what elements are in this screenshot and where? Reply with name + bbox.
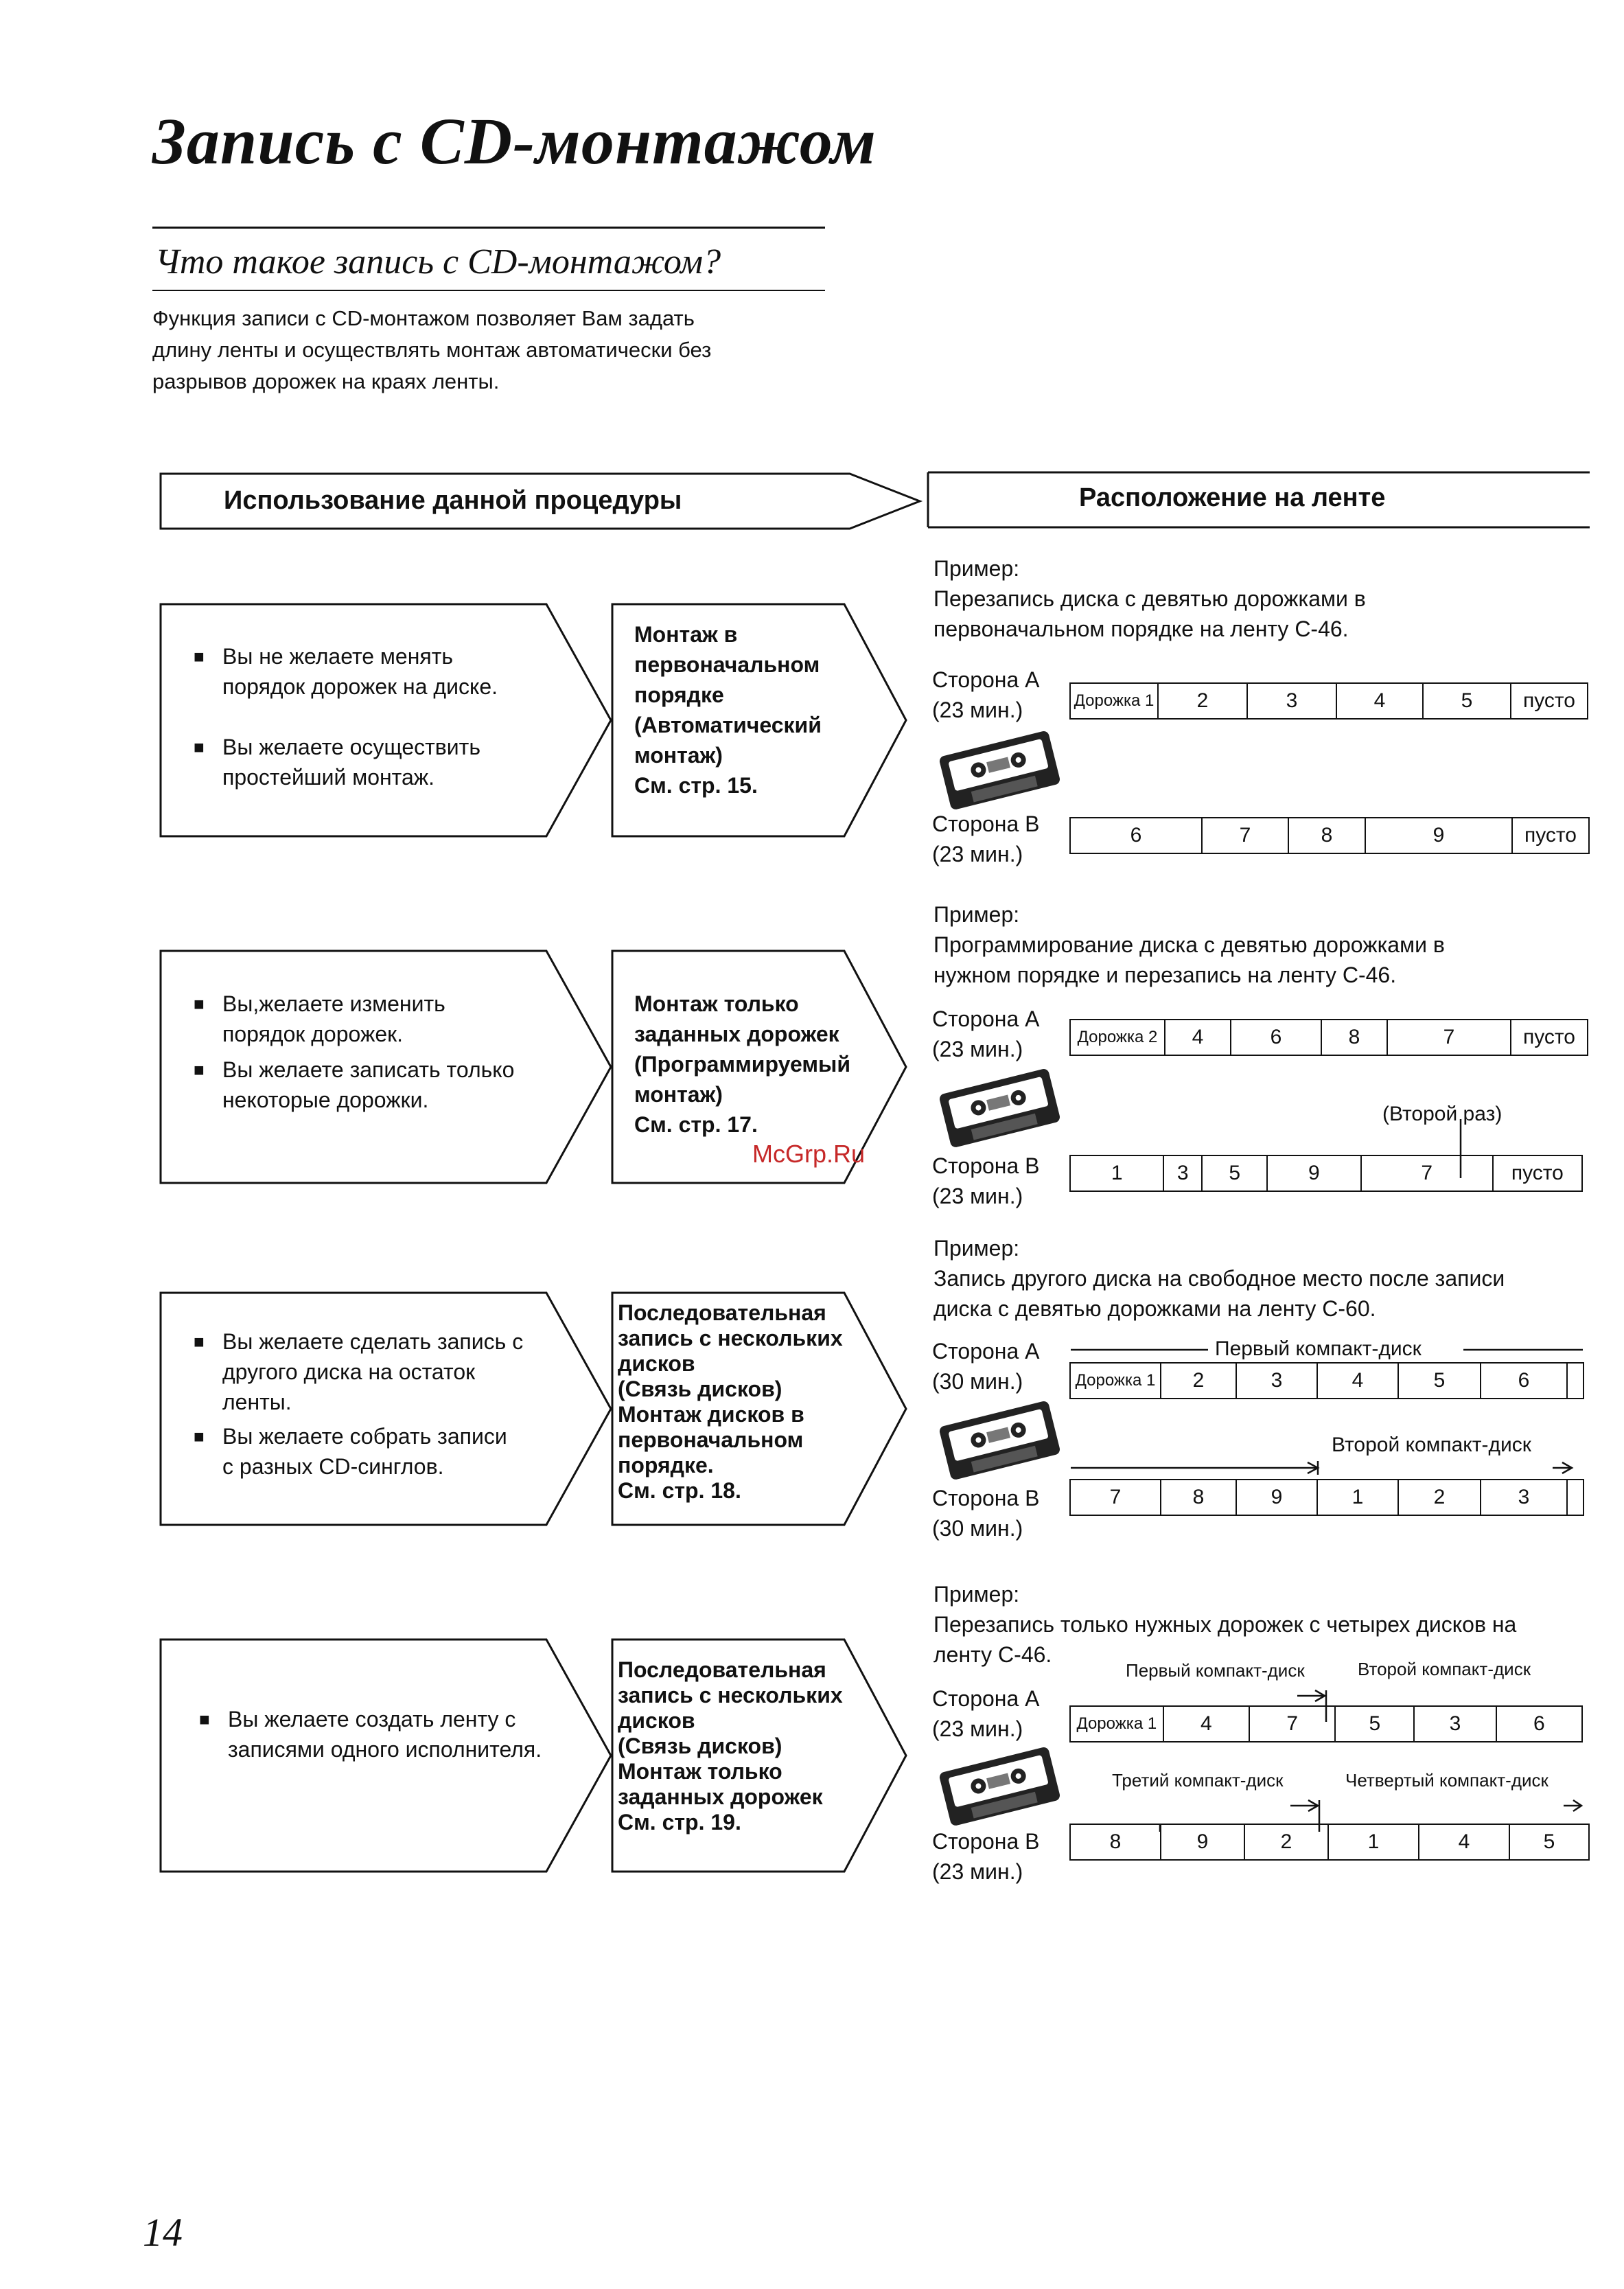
tape-cell (1567, 1480, 1584, 1515)
tape-cell: 5 (1335, 1706, 1414, 1742)
intro-line: Функция записи с CD-монтажом позволяет Вам задать (152, 306, 695, 330)
side-b-label: Сторона В (932, 1153, 1040, 1178)
tape-cell: 5 (1398, 1363, 1481, 1399)
tape-cell: Дорожка 1 (1070, 1706, 1163, 1742)
mode-line: порядке (634, 682, 724, 707)
mode-page-ref: См. стр. 15. (634, 773, 758, 798)
side-b-duration: (30 мин.) (932, 1516, 1023, 1541)
side-a-label: Сторона А (932, 667, 1040, 692)
tape-cell: пусто (1511, 683, 1588, 719)
tape-cell: 5 (1423, 683, 1511, 719)
mode-page-ref: См. стр. 17. (634, 1112, 758, 1137)
page-number: 14 (143, 2210, 183, 2255)
row4-side-b (932, 1826, 1040, 1887)
tape-cell: 2 (1398, 1480, 1481, 1515)
tape-cell: Дорожка 1 (1070, 683, 1158, 719)
mode-line: Монтаж дисков в (618, 1402, 804, 1427)
tape-cell: 3 (1236, 1363, 1317, 1399)
mode-line: Монтаж только (634, 991, 799, 1016)
row2-example (933, 899, 1445, 990)
condition-item: ■ Вы желаете записать только некоторые дорожки. (194, 1055, 514, 1115)
mode-line: (Связь дисков) (618, 1377, 782, 1401)
tape-cell: 6 (1481, 1363, 1567, 1399)
mode-line: монтаж) (634, 1082, 723, 1107)
mode-line: (Автоматический (634, 713, 822, 737)
cassette-tape-icon (931, 728, 1068, 814)
tape-cell: 4 (1165, 1020, 1231, 1055)
tape-cell: 7 (1387, 1020, 1511, 1055)
row4-tape-side-b (1069, 1824, 1590, 1861)
tape-cell: 9 (1161, 1824, 1244, 1860)
example-line: первоначальном порядке на ленту С-46. (933, 617, 1349, 641)
tape-cell: 1 (1328, 1824, 1419, 1860)
mode-line: заданных дорожек (618, 1784, 823, 1809)
row3-example (933, 1233, 1505, 1324)
side-b-duration: (23 мин.) (932, 1184, 1023, 1208)
side-b-label: Сторона В (932, 1829, 1040, 1854)
mode-line: Последовательная (618, 1300, 826, 1325)
tape-cell: 7 (1361, 1155, 1493, 1191)
cassette-tape-icon (931, 1744, 1068, 1830)
mode-line: первоначальном (618, 1427, 804, 1452)
tape-cell: 8 (1161, 1480, 1236, 1515)
tape-cell: 4 (1163, 1706, 1249, 1742)
side-b-label: Сторона В (932, 1486, 1040, 1510)
disc4-label: Четвертый компакт-диск (1345, 1770, 1548, 1791)
side-b-label: Сторона В (932, 812, 1040, 836)
disc1-label: Первый компакт-диск (1211, 1337, 1426, 1361)
row3-mode (618, 1300, 843, 1504)
mode-page-ref: См. стр. 19. (618, 1810, 741, 1834)
condition-item: ■ Вы желаете осуществить простейший монтаж. (194, 732, 498, 792)
row2-mode (634, 989, 850, 1140)
tape-cell: 9 (1236, 1480, 1317, 1515)
watermark: McGrp.Ru (752, 1140, 866, 1168)
intro-paragraph (152, 303, 711, 398)
row1-mode (634, 619, 822, 801)
tape-cell: пусто (1493, 1155, 1582, 1191)
tape-cell: 7 (1070, 1480, 1161, 1515)
tape-cell: 4 (1419, 1824, 1509, 1860)
tape-cell: Дорожка 1 (1070, 1363, 1161, 1399)
row2-tape-side-a (1069, 1019, 1588, 1056)
tape-cell: 1 (1070, 1155, 1163, 1191)
mode-line: запись с нескольких (618, 1683, 843, 1707)
cassette-tape-icon (931, 1066, 1068, 1151)
subtitle-bottom-rule (152, 290, 825, 291)
mode-line: (Связь дисков) (618, 1734, 782, 1758)
row1-tape-side-a (1069, 682, 1588, 720)
side-a-duration: (23 мин.) (932, 1037, 1023, 1061)
example-line: Перезапись диска с девятью дорожками в (933, 586, 1366, 611)
row1-side-a (932, 665, 1040, 725)
row3-side-a (932, 1336, 1040, 1396)
tape-cell: 7 (1202, 818, 1288, 853)
row1-tape-side-b (1069, 817, 1590, 854)
header-left-label: Использование данной процедуры (224, 486, 682, 515)
section-title: Что такое запись с CD-монтажом? (155, 242, 721, 281)
mode-line: первоначальном (634, 652, 820, 677)
side-a-duration: (23 мин.) (932, 698, 1023, 722)
mode-line: заданных дорожек (634, 1022, 839, 1046)
side-a-label: Сторона А (932, 1686, 1040, 1711)
intro-line: длину ленты и осуществлять монтаж автоматически без (152, 338, 712, 362)
mode-line: (Программируемый (634, 1052, 850, 1077)
tape-cell: 3 (1247, 683, 1336, 719)
tape-cell: 6 (1231, 1020, 1321, 1055)
subtitle-top-rule (152, 227, 825, 229)
tape-cell: 9 (1365, 818, 1512, 853)
mode-line: порядке. (618, 1453, 714, 1477)
side-a-duration: (30 мин.) (932, 1369, 1023, 1394)
example-line: диска с девятью дорожками на ленту С-60. (933, 1296, 1376, 1321)
row3-conditions (194, 1326, 523, 1482)
side-a-label: Сторона А (932, 1007, 1040, 1031)
tape-cell: 2 (1158, 683, 1247, 719)
row2-conditions (194, 989, 514, 1115)
side-b-duration: (23 мин.) (932, 1859, 1023, 1884)
tape-cell: 2 (1244, 1824, 1328, 1860)
row4-mode (618, 1657, 843, 1835)
tape-cell: 3 (1163, 1155, 1202, 1191)
row2-side-b (932, 1151, 1040, 1211)
example-label: Пример: (933, 1582, 1020, 1607)
tape-cell: 4 (1317, 1363, 1398, 1399)
row1-conditions (194, 641, 498, 792)
row4-tape-side-a (1069, 1705, 1583, 1742)
disc2-label: Второй компакт-диск (1327, 1434, 1535, 1457)
mode-line: монтаж) (634, 743, 723, 768)
row4-example (933, 1579, 1516, 1670)
second-time-note: (Второй раз) (1382, 1103, 1503, 1125)
row2-side-a (932, 1004, 1040, 1064)
intro-line: разрывов дорожек на краях ленты. (152, 369, 500, 393)
tape-cell: 8 (1321, 1020, 1387, 1055)
row3-side-b (932, 1483, 1040, 1543)
example-label: Пример: (933, 1236, 1020, 1261)
tape-cell: 9 (1267, 1155, 1360, 1191)
row1-example (933, 553, 1366, 644)
disc2-label: Второй компакт-диск (1358, 1659, 1531, 1679)
mode-line: Последовательная (618, 1657, 826, 1682)
mode-line: Монтаж только (618, 1759, 782, 1784)
tape-cell: 6 (1070, 818, 1202, 853)
tape-cell: 3 (1481, 1480, 1567, 1515)
example-label: Пример: (933, 556, 1020, 581)
tape-cell: 6 (1496, 1706, 1582, 1742)
mode-line: дисков (618, 1708, 695, 1733)
side-a-duration: (23 мин.) (932, 1716, 1023, 1741)
mode-line: Монтаж в (634, 622, 738, 647)
example-line: нужном порядке и перезапись на ленту С-46. (933, 963, 1397, 987)
tape-cell: 2 (1161, 1363, 1236, 1399)
row4-side-a (932, 1683, 1040, 1744)
row3-tape-side-b (1069, 1479, 1584, 1516)
header-right-label: Расположение на ленте (1079, 483, 1386, 512)
tape-cell: пусто (1511, 1020, 1588, 1055)
tape-cell: 7 (1249, 1706, 1335, 1742)
example-line: Перезапись только нужных дорожек с четырех дисков на (933, 1612, 1517, 1637)
side-a-label: Сторона А (932, 1339, 1040, 1364)
condition-item: ■ Вы желаете сделать запись с другого диска на остаток ленты. (194, 1326, 523, 1417)
condition-item: ■ Вы желаете собрать записи с разных CD-синглов. (194, 1421, 523, 1482)
condition-item: ■ Вы не желаете менять порядок дорожек на диске. (194, 641, 498, 702)
tape-cell: пусто (1512, 818, 1589, 853)
example-line: ленту С-46. (933, 1642, 1052, 1667)
tape-cell (1567, 1363, 1584, 1399)
tape-cell: 8 (1288, 818, 1365, 853)
disc1-label: Первый компакт-диск (1126, 1660, 1305, 1681)
row3-tape-side-a (1069, 1362, 1584, 1399)
tape-cell: 8 (1070, 1824, 1161, 1860)
row4-conditions (199, 1704, 542, 1764)
tape-cell: 5 (1509, 1824, 1589, 1860)
page-title: Запись с CD-монтажом (152, 104, 877, 178)
row1-side-b (932, 809, 1040, 869)
mode-line: дисков (618, 1351, 695, 1376)
example-line: Программирование диска с девятью дорожками в (933, 932, 1445, 957)
mode-page-ref: См. стр. 18. (618, 1478, 741, 1503)
cassette-tape-icon (931, 1398, 1068, 1484)
condition-item: ■ Вы желаете создать ленту с записями одного исполнителя. (199, 1704, 542, 1764)
example-line: Запись другого диска на свободное место после записи (933, 1266, 1505, 1291)
disc3-label: Третий компакт-диск (1112, 1770, 1284, 1791)
row2-tape-side-b (1069, 1155, 1583, 1192)
mode-line: запись с нескольких (618, 1326, 843, 1350)
tape-cell: Дорожка 2 (1070, 1020, 1165, 1055)
example-label: Пример: (933, 902, 1020, 927)
side-b-duration: (23 мин.) (932, 842, 1023, 866)
tape-cell: 5 (1202, 1155, 1267, 1191)
tape-cell: 1 (1317, 1480, 1398, 1515)
condition-item: ■ Вы,желаете изменить порядок дорожек. (194, 989, 514, 1049)
tape-cell: 3 (1414, 1706, 1496, 1742)
tape-cell: 4 (1336, 683, 1423, 719)
